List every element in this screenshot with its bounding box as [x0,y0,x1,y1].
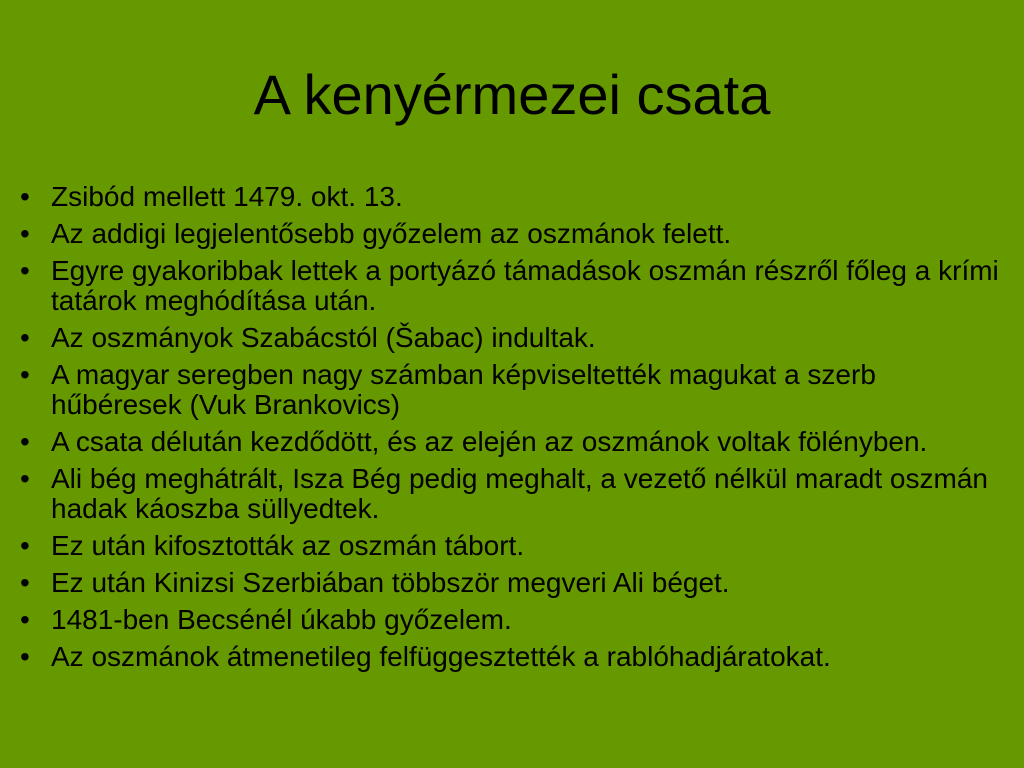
bullet-text: Ali bég meghátrált, Isza Bég pedig meghalt, a vezető nélkül maradt oszmán hadak káoszba süllyedtek. [51,463,988,524]
bullet-icon: • [20,641,30,672]
bullet-item [20,464,1010,524]
bullet-icon: • [20,322,30,353]
bullet-text: Az addigi legjelentősebb győzelem az oszmánok felett. [51,218,732,249]
bullet-text: Ez után kifosztották az oszmán tábort. [51,530,525,561]
bullet-text: Az oszmánok átmenetileg felfüggesztették a rablóhadjáratokat. [51,641,831,672]
bullet-item [20,219,1010,249]
bullet-icon: • [20,255,30,286]
bullet-icon: • [20,426,30,457]
bullet-icon: • [20,359,30,390]
bullet-text: A csata délután kezdődött, és az elején az oszmánok voltak fölényben. [51,426,928,457]
bullet-item [20,182,1010,212]
bullet-icon: • [20,604,30,635]
bullet-text: 1481-ben Becsénél úkabb győzelem. [51,604,512,635]
bullet-item [20,531,1010,561]
bullet-text: Zsibód mellett 1479. okt. 13. [51,181,403,212]
bullet-item [20,642,1010,672]
bullet-item [20,360,1010,420]
bullet-text: A magyar seregben nagy számban képviseltették magukat a szerb hűbéresek (Vuk Brankovics) [51,359,876,420]
bullet-icon: • [20,463,30,494]
slide-title: A kenyérmezei csata [253,63,771,126]
bullet-text: Ez után Kinizsi Szerbiában többször megveri Ali béget. [51,567,730,598]
bullet-icon: • [20,530,30,561]
bullet-item [20,605,1010,635]
bullet-item [20,323,1010,353]
bullet-icon: • [20,218,30,249]
bullet-list [20,182,1010,679]
bullet-icon: • [20,567,30,598]
bullet-icon: • [20,181,30,212]
bullet-text: Az oszmányok Szabácstól (Šabac) indultak. [51,322,596,353]
bullet-item [20,427,1010,457]
bullet-text: Egyre gyakoribbak lettek a portyázó támadások oszmán részről főleg a krími tatárok meghódítása után. [51,255,999,316]
bullet-item [20,256,1010,316]
bullet-item [20,568,1010,598]
